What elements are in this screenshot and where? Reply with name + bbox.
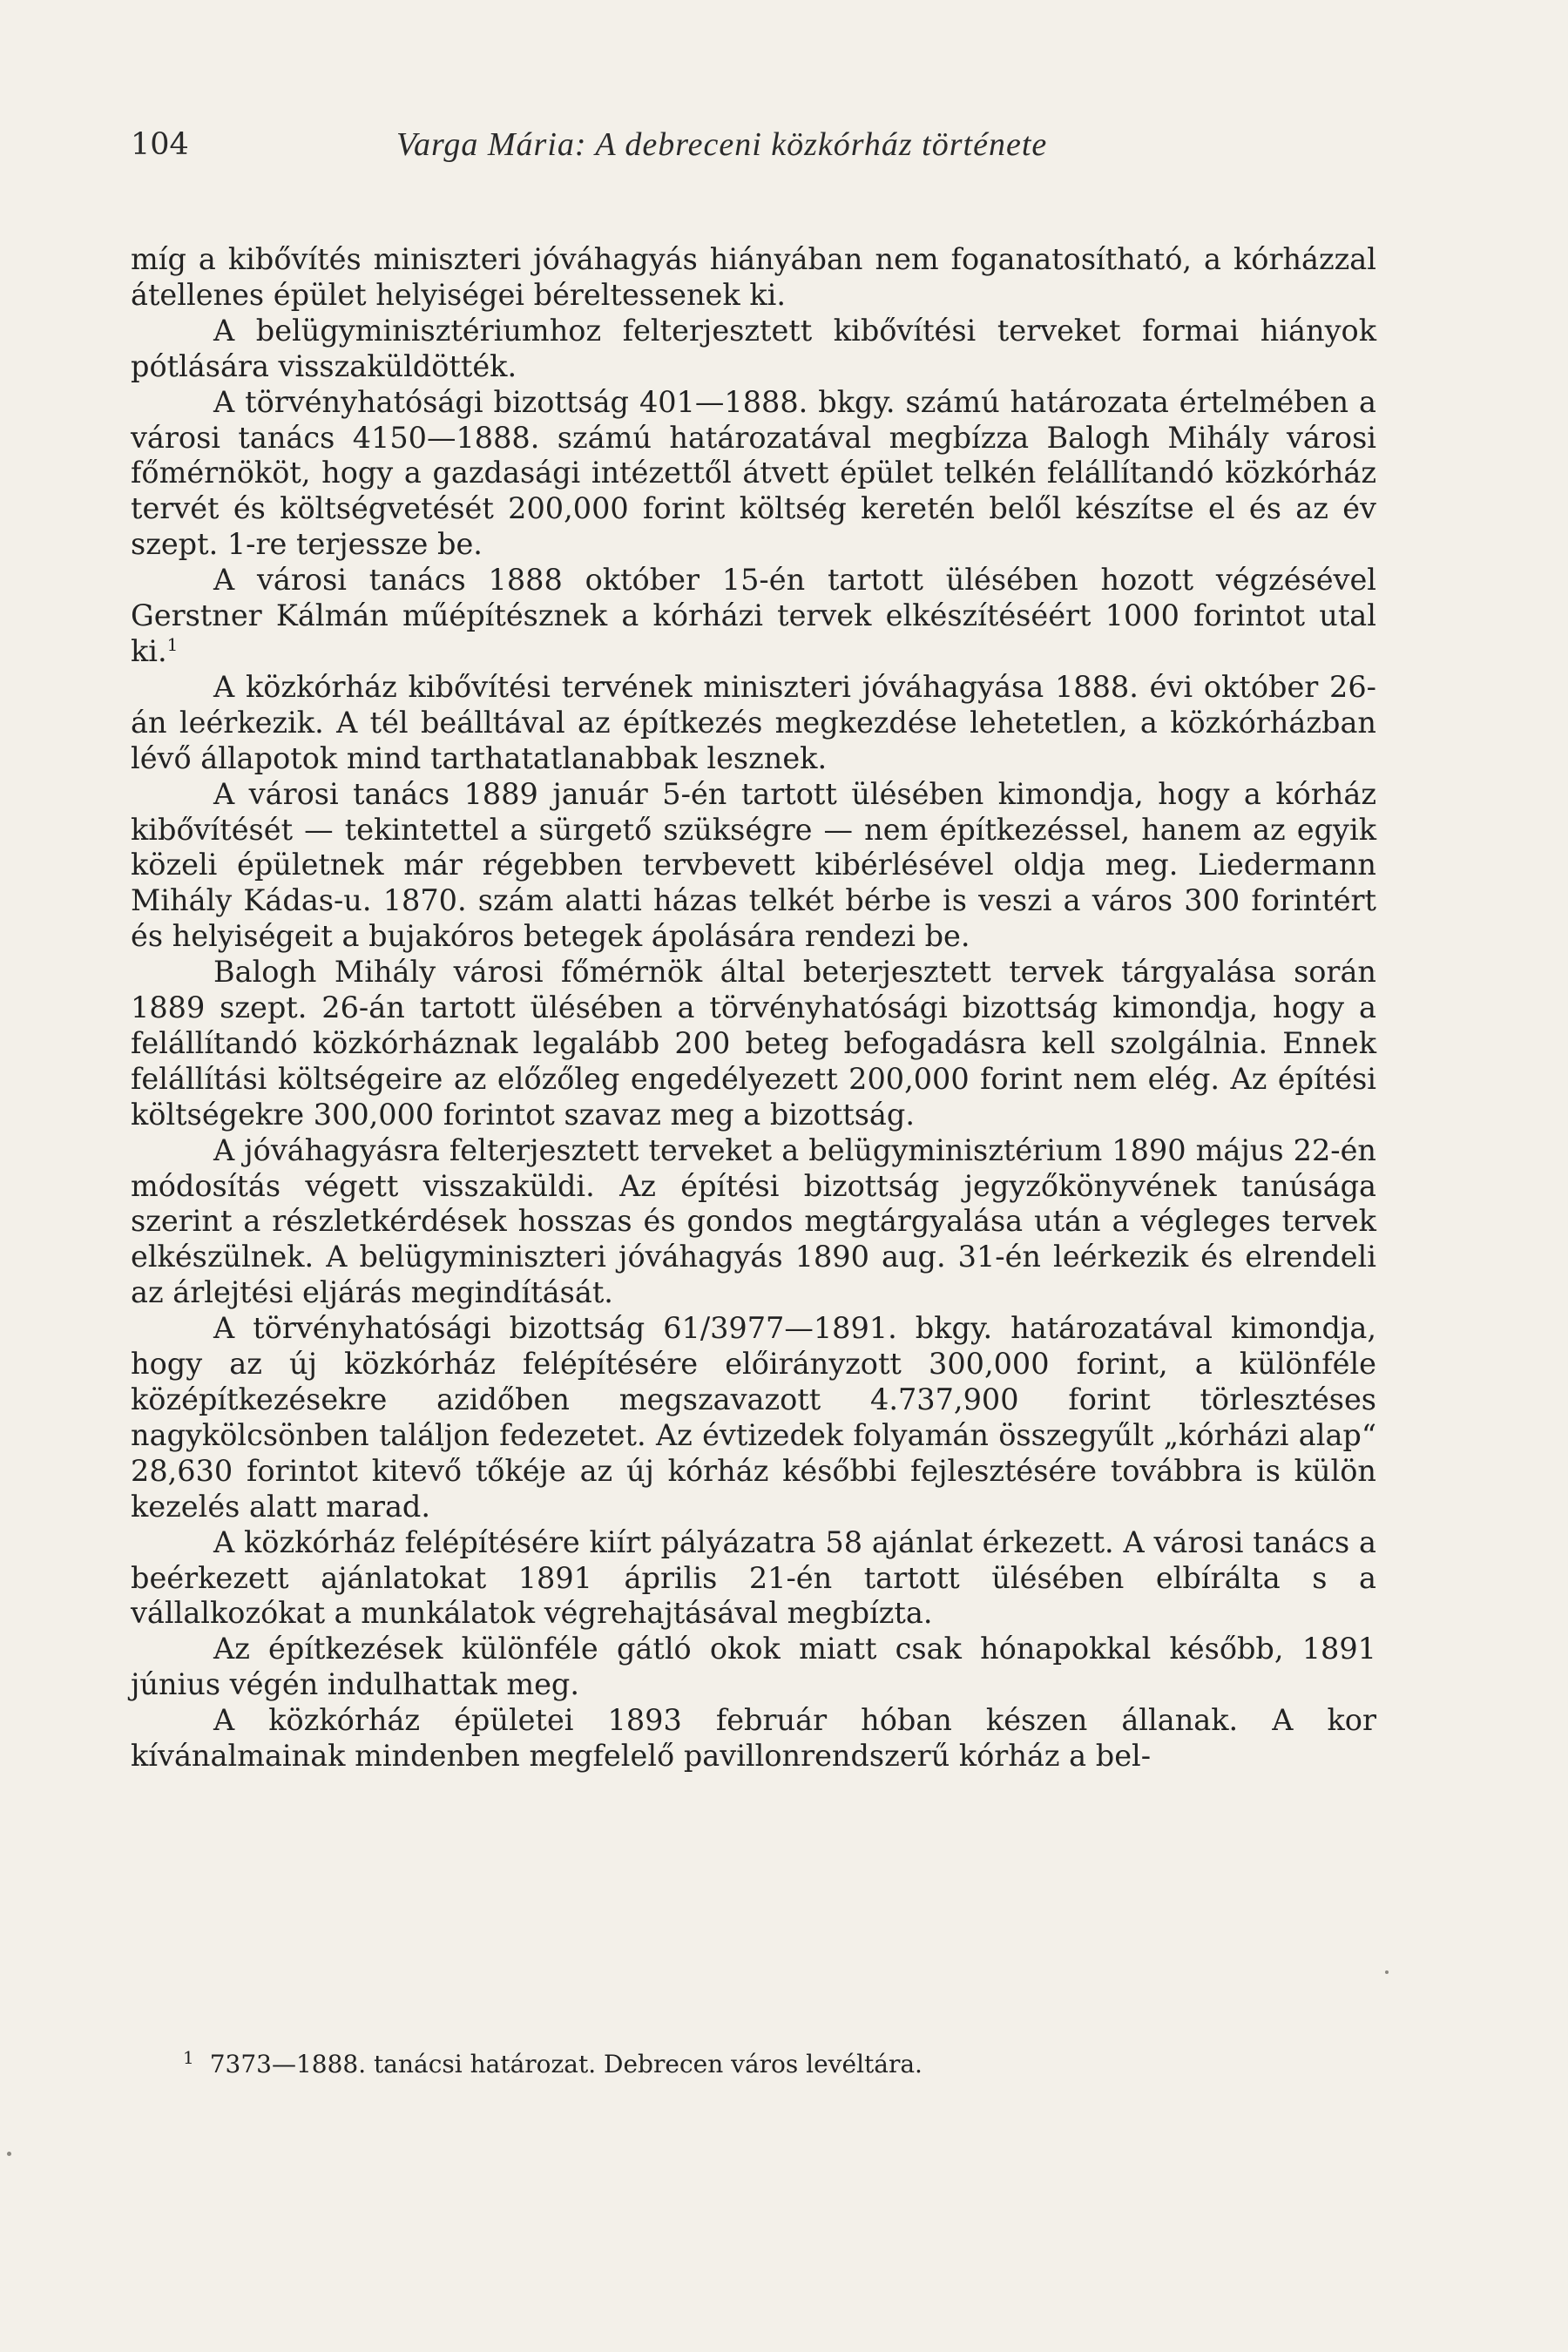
paper-speck (7, 2152, 11, 2156)
running-title: Varga Mária: A debreceni közkórház története (396, 126, 1048, 163)
paragraph: A jóváhagyásra felterjesztett terveket a belügyminisztérium 1890 május 22-én módosítás végett visszaküldi. Az építési bizottság jegyzőkönyvének tanúsága szerint a részletkérdések hosszas és gondos megtárgyalása után a végleges tervek elkészülnek. A belügyminiszteri jóváhagyás 1890 aug. 31-én leérkezik és elrendeli az árlejtési eljárás megindítását. (131, 1132, 1376, 1310)
footnote (183, 2047, 1402, 2082)
body-text (131, 242, 1376, 1774)
paper-speck (1385, 1970, 1389, 1974)
footnote-number: 1 (183, 2046, 194, 2068)
paragraph: Az építkezések különféle gátló okok miatt csak hónapokkal később, 1891 június végén indulhattak meg. (131, 1632, 1376, 1702)
paragraph: A törvényhatósági bizottság 401—1888. bkgy. számú határozata értelmében a városi tanács 4150—1888. számú határozatával megbízza Balogh Mihály városi főmérnököt, hogy a gazdasági intézettől átvett épület telkén felállítandó közkórház tervét és költségvetését 200,000 forint költség keretén belől készítse el és az év szept. 1-re terjessze be. (131, 384, 1376, 562)
paragraph: A törvényhatósági bizottság 61/3977—1891. bkgy. határozatával kimondja, hogy az új közkórház felépítésére előirányzott 300,000 forint, a különféle középítkezésekre azidőben megszavazott 4.737,900 forint törlesztéses nagykölcsönben találjon fedezetet. Az évtizedek folyamán összegyűlt „kórházi alap“ 28,630 forintot kitevő tőkéje az új kórház későbbi fejlesztésére továbbra is külön kezelés alatt marad. (131, 1311, 1376, 1524)
paragraph: A közkórház épületei 1893 február hóban készen állanak. A kor kívánalmainak mindenben megfelelő pavillonrendszerű kórház a bel- (131, 1703, 1376, 1774)
paragraph: A belügyminisztériumhoz felterjesztett kibővítési terveket formai hiányok pótlására visszaküldötték. (131, 313, 1376, 383)
running-head (131, 120, 1437, 169)
paragraph: A városi tanács 1888 október 15-én tartott ülésében hozott végzésével Gerstner Kálmán műépítésznek a kórházi tervek elkészítéséért 1000 forintot utal ki.$^1$ (131, 563, 1376, 668)
paragraph: A közkórház kibővítési tervének miniszteri jóváhagyása 1888. évi október 26-án leérkezik. A tél beálltával az építkezés megkezdése lehetetlen, a közkórházban lévő állapotok mind tarthatatlanabbak lesznek. (131, 669, 1376, 775)
page-number: 104 (131, 127, 189, 162)
paragraph: A városi tanács 1889 január 5-én tartott ülésében kimondja, hogy a kórház kibővítését — tekintettel a sürgető szükségre — nem építkezéssel, hanem az egyik közeli épületnek már régebben tervbevett kibérlésével oldja meg. Liedermann Mihály Kádas-u. 1870. szám alatti házas telkét bérbe is veszi a város 300 forintért és helyiségeit a bujakóros betegek ápolására rendezi be. (131, 776, 1376, 954)
footnote-text: 7373—1888. tanácsi határozat. Debrecen város levéltára. (209, 2050, 923, 2078)
paragraph: A közkórház felépítésére kiírt pályázatra 58 ajánlat érkezett. A városi tanács a beérkezett ajánlatokat 1891 április 21-én tartott ülésében elbírálta s a vállalkozókat a munkálatok végrehajtásával megbízta. (131, 1524, 1376, 1631)
paragraph: Balogh Mihály városi főmérnök által beterjesztett tervek tárgyalása során 1889 szept. 26-án tartott ülésében a törvényhatósági bizottság kimondja, hogy a felállítandó közkórháznak legalább 200 beteg befogadásra kell szolgálnia. Ennek felállítási költségeire az előzőleg engedélyezett 200,000 forint nem elég. Az építési költségekre 300,000 forintot szavaz meg a bizottság. (131, 955, 1376, 1132)
paragraph: míg a kibővítés miniszteri jóváhagyás hiányában nem foganatosítható, a kórházzal átellenes épület helyiségei béreltessenek ki. (131, 242, 1376, 312)
footnote-reference: 1 (166, 633, 179, 655)
